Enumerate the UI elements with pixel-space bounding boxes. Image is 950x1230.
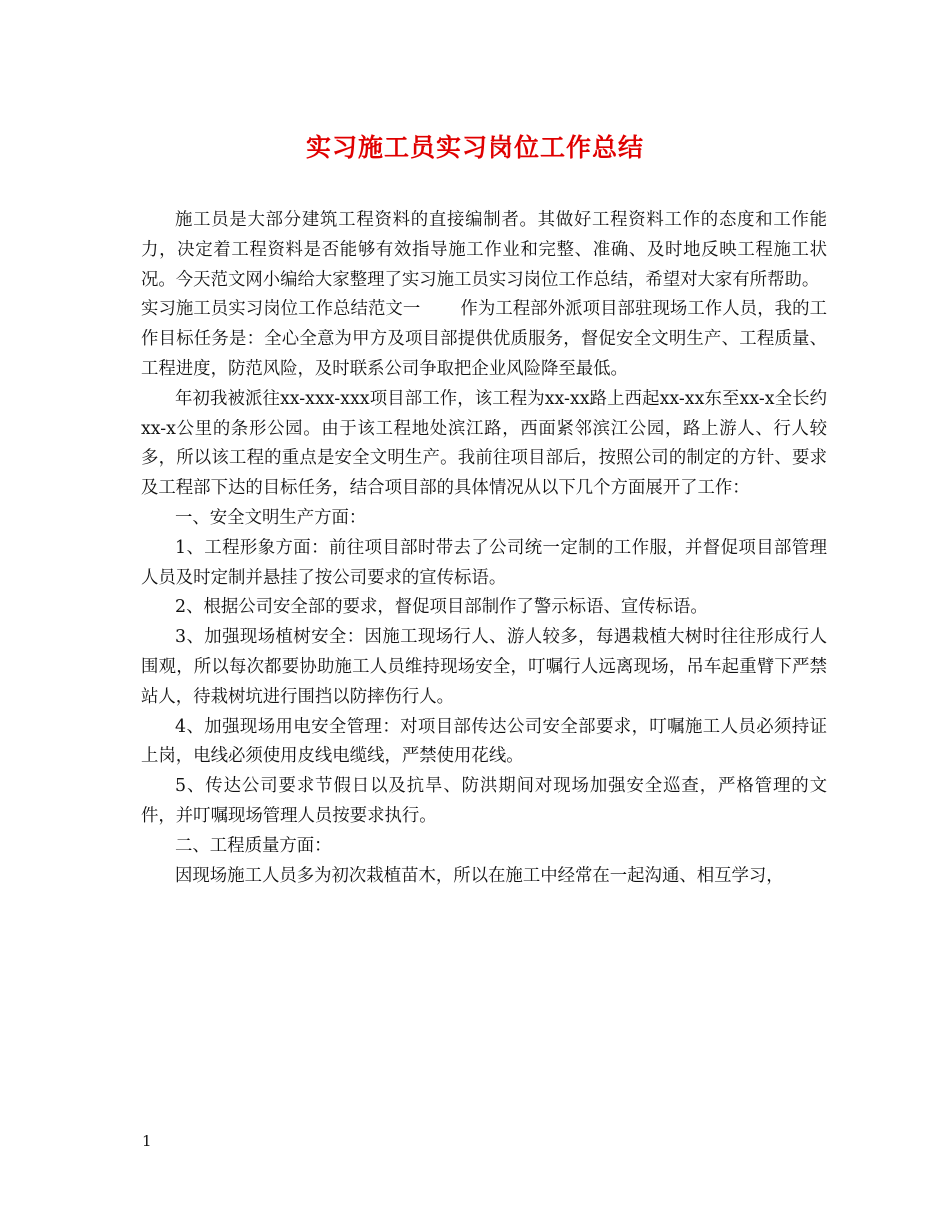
safety-item-3: 3、加强现场植树安全：因施工现场行人、游人较多，每遇栽植大树时往往形成行人围观，所以每次都要协助施工人员维持现场安全，叮嘱行人远离现场，吊车起重臂下严禁站人，待栽树坑进行围挡以防摔伤行人。 xyxy=(141,627,827,707)
assignment-paragraph: 年初我被派往xx-xxx-xxx项目部工作，该工程为xx-xx路上西起xx-xx东至xx-x全长约xx-x公里的条形公园。由于该工程地处滨江路，西面紧邻滨江公园，路上游人、行人较多，所以该工程的重点是安全文明生产。我前往项目部后，按照公司的制定的方针、要求及工程部下达的目标任务，结合项目部的具体情况从以下几个方面展开了工作： xyxy=(141,388,827,499)
document-title: 实习施工员实习岗位工作总结 xyxy=(305,133,644,162)
section-heading-quality: 二、工程质量方面： xyxy=(175,835,332,856)
section-heading-safety: 一、安全文明生产方面： xyxy=(175,507,367,528)
safety-item-2: 2、根据公司安全部的要求，督促项目部制作了警示标语、宣传标语。 xyxy=(175,597,708,618)
sample-opening-text: 作为工程部外派项目部驻现场工作人员，我的工作目标任务是：全心全意为甲方及项目部提供优质服务，督促安全文明生产、工程质量、工程进度，防范风险，及时联系公司争取把企业风险降至最低。 xyxy=(141,299,827,379)
safety-item-1: 1、工程形象方面：前往项目部时带去了公司统一定制的工作服，并督促项目部管理人员及时定制并悬挂了按公司要求的宣传标语。 xyxy=(141,537,827,588)
safety-item-4: 4、加强现场用电安全管理：对项目部传达公司安全部要求，叮嘱施工人员必须持证上岗，电线必须使用皮线电缆线，严禁使用花线。 xyxy=(141,716,827,767)
safety-item-5: 5、传达公司要求节假日以及抗旱、防洪期间对现场加强安全巡查，严格管理的文件，并叮嘱现场管理人员按要求执行。 xyxy=(141,776,827,826)
document-body xyxy=(141,206,827,891)
intro-paragraph: 施工员是大部分建筑工程资料的直接编制者。其做好工程资料工作的态度和工作能力，决定着工程资料是否能够有效指导施工作业和完整、准确、及时地反映工程施工状况。今天范文网小编给大家整理了实习施工员实习岗位工作总结，希望对大家有所帮助。 xyxy=(141,210,827,290)
quality-paragraph: 因现场施工人员多为初次栽植苗木，所以在施工中经常在一起沟通、相互学习， xyxy=(175,865,784,886)
page-number: 1 xyxy=(142,1132,152,1150)
sample-paragraph xyxy=(141,295,827,384)
sample-heading: 实习施工员实习岗位工作总结范文一 xyxy=(141,299,421,320)
